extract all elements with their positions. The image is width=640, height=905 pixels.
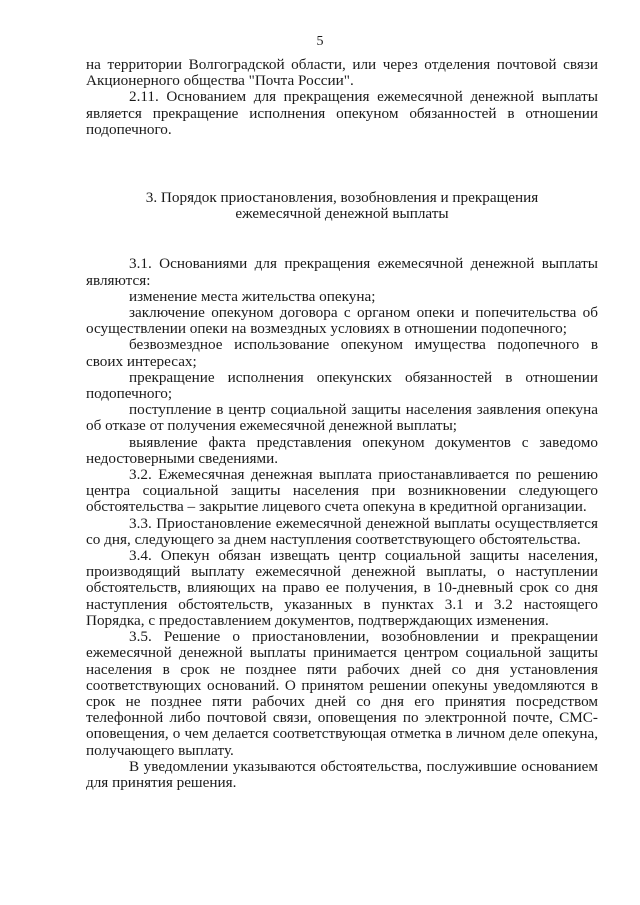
intro-paragraph: 2.11. Основанием для прекращения ежемесячной денежной выплаты является прекращение исполнения опекуном обязанностей в отношении подопечного. [86, 88, 598, 138]
section-paragraph: заключение опекуном договора с органом опеки и попечительства об осуществлении опеки на возмездных условиях в отношении подопечного; [86, 304, 598, 338]
section-heading-line: ежемесячной денежной выплаты [235, 205, 449, 223]
section-paragraph: 3.1. Основаниями для прекращения ежемесячной денежной выплаты являются: [86, 255, 598, 289]
section-paragraph: изменение места жительства опекуна; [129, 287, 376, 305]
section-heading-line: 3. Порядок приостановления, возобновления и прекращения [145, 189, 539, 207]
section-heading [86, 190, 598, 222]
page-number: 5 [316, 34, 324, 49]
section-paragraph: В уведомлении указываются обстоятельства, послужившие основанием для принятия решения. [86, 757, 598, 791]
section-paragraph: прекращение исполнения опекунских обязанностей в отношении подопечного; [86, 368, 598, 403]
section-paragraph: 3.3. Приостановление ежемесячной денежной выплаты осуществляется со дня, следующего за днем наступления соответствующего обстоятельства. [86, 514, 598, 548]
section-paragraph: 3.2. Ежемесячная денежная выплата приостанавливается по решению центра социальной защиты населения при возникновении следующего обстоятельства – закрытие лицевого счета опекуна в кредитной организации. [86, 466, 598, 516]
section-paragraph: 3.5. Решение о приостановлении, возобновлении и прекращении ежемесячной денежной выплаты принимается центром социальной защиты населения в срок не позднее пяти рабочих дней со дня установления соответствующих оснований. О принятом решении опекуны уведомляются в срок не позднее пяти рабочих дней со дня его принятия посредством телефонной либо почтовой связи, оповещения по электронной почте, СМС-оповещения, о чем делается соответствующая отметка в личном деле опекуна, получающего выплату. [86, 628, 598, 759]
section-paragraph: 3.4. Опекун обязан извещать центр социальной защиты населения, производящий выплату ежемесячной денежной выплаты, о наступлении обстоятельств, влияющих на право ее получения, в 10-дневный срок со дня наступления обстоятельств, указанных в пунктах 3.1 и 3.2 настоящего Порядка, с предоставлением документов, подтверждающих изменения. [86, 547, 598, 629]
section-paragraph: выявление факта представления опекуном документов с заведомо недостоверными сведениями. [86, 433, 598, 467]
section-paragraphs [86, 256, 598, 791]
section-paragraph: поступление в центр социальной защиты населения заявления опекуна об отказе от получения ежемесячной денежной выплаты; [86, 401, 598, 435]
document-body [86, 57, 598, 791]
section-paragraph: безвозмездное использование опекуном имущества подопечного в своих интересах; [86, 336, 598, 370]
intro-paragraph: на территории Волгоградской области, или через отделения почтовой связи Акционерного общества "Почта России". [86, 56, 598, 90]
